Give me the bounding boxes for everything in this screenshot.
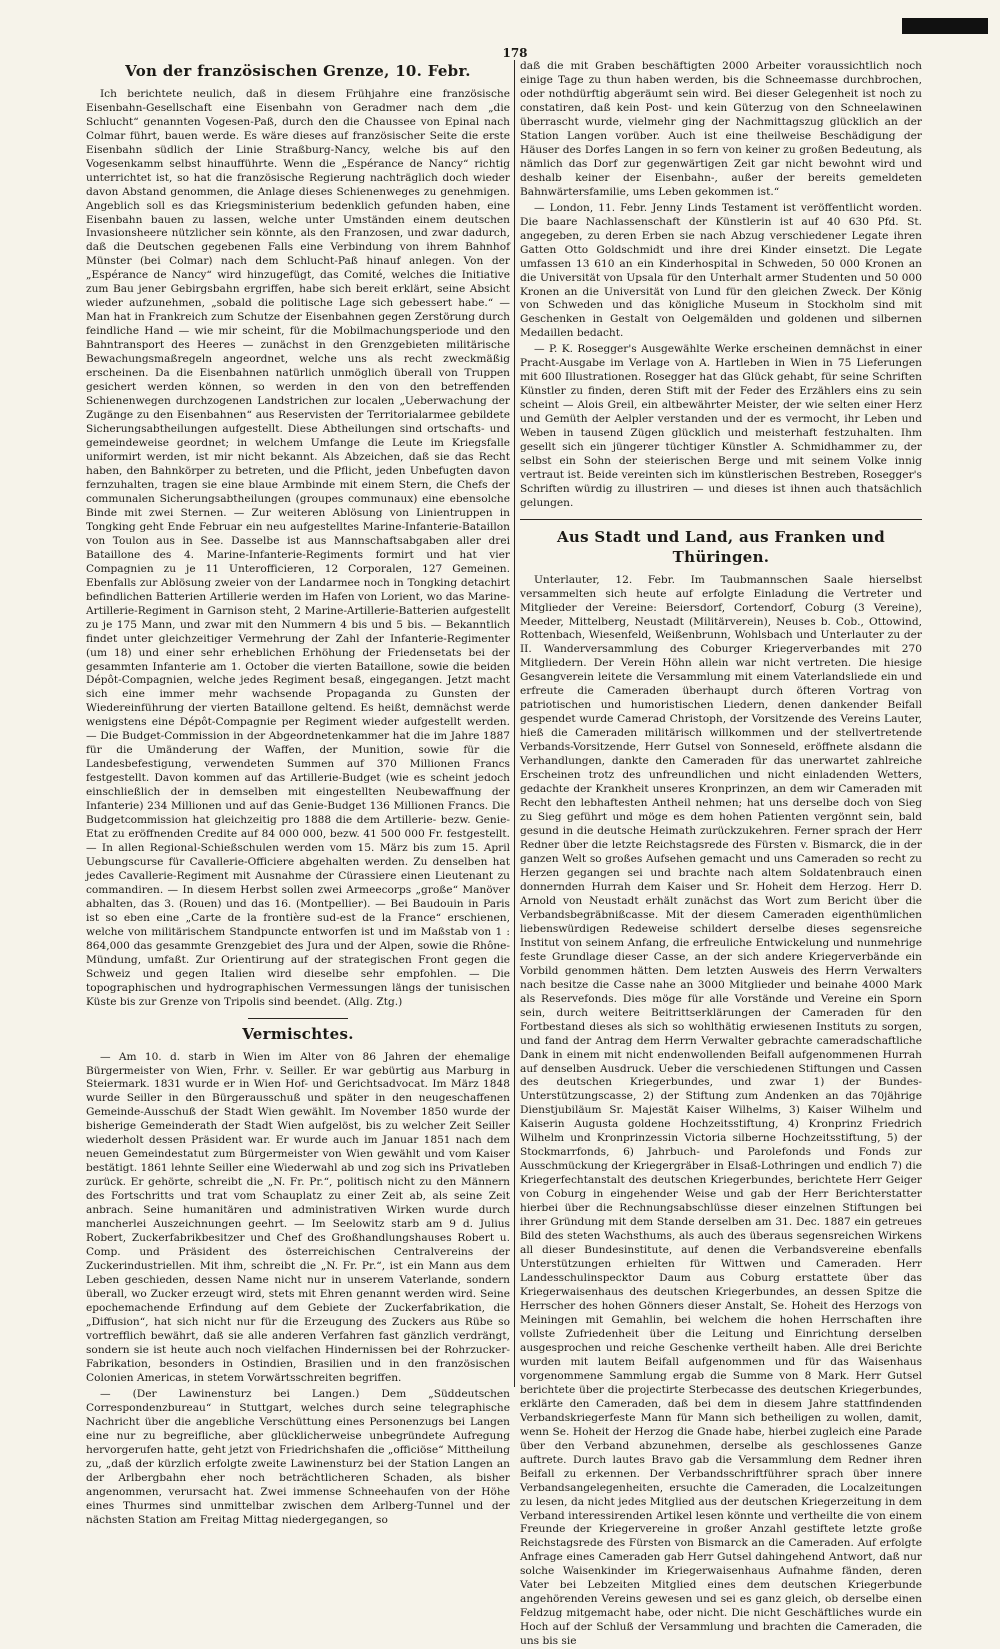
news-paragraph-london: — London, 11. Febr. Jenny Linds Testament ist veröffentlicht worden. Die baare Nachlassenschaft der Künstlerin ist auf 40 630 Pfd. St. angegeben, zu deren Erben sie nach Abzug verschiedener Legate ihren Gatten Otto Goldschmidt und ihre drei Kinder einsetzt. Die Legate umfassen 13 610 an ein Kinderhospital in Schweden, 50 000 Kronen an die Universität von Upsala für den Unterhalt armer Studenten und 50 000 Kronen an die Universität von Lund für den gleichen Zweck. Der König von Schweden und das königliche Museum in Stockholm sind mit Geschenken in Gestalt von Oelgemälden und goldenen und silbernen Medaillen bedacht. (520, 201, 922, 340)
local-paragraph: Unterlauter, 12. Febr. Im Taubmannschen Saale hierselbst versammelten sich heute auf erfolgte Einladung die Vertreter und Mitglieder der Vereine: Beiersdorf, Cortendorf, Coburg (3 Vereine), Meeder, Mittelberg, Neustadt (Militärverein), Neuses b. Cob., Ottowind, Rottenbach, Wiesenfeld, Weißenbrunn, Wohlsbach und Unterlauter zu der II. Wanderversammlung des Coburger Kriegerverbandes mit 270 Mitgliedern. Der Verein Höhn allein war nicht vertreten. Die hiesige Gesangverein leitete die Versammlung mit einem Vaterlandsliede ein und erfreute die Cameraden überhaupt durch öfteren Vortrag von patriotischen und humoristischen Liedern, denen dankender Beifall gespendet wurde Camerad Christoph, der Vorsitzende des Vereins Lauter, hieß die Cameraden militärisch willkommen und der stellvertretende Verbands-Vorsitzende, Herr Gutsel von Sonneseld, eröffnete alsdann die Verhandlungen, dankte den Cameraden für das unerwartet zahlreiche Erscheinen trotz des unfreundlichen und nicht einladenden Wetters, gedachte der Krankheit unseres Kronprinzen, an dem wir Cameraden mit Recht den lebhaftesten Antheil nehmen; hat uns derselbe doch von Sieg zu Sieg geführt und möge es dem hohen Patienten vergönnt sein, bald gesund in die deutsche Heimath zurückzukehren. Ferner sprach der Herr Redner über die letzte Reichstagsrede des Fürsten v. Bismarck, die in der ganzen Welt so großes Aufsehen gemacht und uns Cameraden so recht zu Herzen gegangen sei und brachte nach altem Soldatenbrauch einen donnernden Hurrah dem Kaiser und Sr. Hoheit dem Herzog. Herr D. Arnold von Neustadt erhält zunächst das Wort zum Bericht über die Verbandsbegräbnißcasse. Mit der diesem Cameraden eigenthümlichen liebenswürdigen Redeweise schildert derselbe dieses segensreiche Institut von seinem Anfang, die erfreuliche Entwickelung und nunmehrige feste Grundlage dieser Casse, an der sich andere Kriegerverbände ein Vorbild genommen hätten. Dem letzten Ausweis des Herrn Verwalters nach besitze die Casse nahe an 3000 Mitglieder und beinahe 4000 Mark als Reservefonds. Dies möge für alle Vorstände und Vereine ein Sporn sein, durch weitere Beitrittserklärungen der Cameraden für den Fortbestand dieses als sich so wohlthätig erwiesenen Instituts zu sorgen, und fand der Antrag dem Herrn Verwalter gebrachte cameradschaftliche Dank in einem mit nicht endenwollenden Beifall aufgenommenen Hurrah auf denselben Ausdruck. Ueber die verschiedenen Stiftungen und Cassen des deutschen Kriegerbundes, und zwar 1) der Bundes-Unterstützungscasse, 2) der Stiftung zum Andenken an das 70jährige Dienstjubiläum Sr. Majestät Kaiser Wilhelms, 3) Kaiser Wilhelm und Kaiserin Augusta goldene Hochzeitsstiftung, 4) Kronprinz Friedrich Wilhelm und Kronprinzessin Victoria silberne Hochzeitsstiftung, 5) der Stockmarrfonds, 6) Jahrbuch- und Parolefonds und Fonds zur Ausschmückung der Kriegergräber in Elsaß-Lothringen und endlich 7) die Kriegerfechtanstalt des deutschen Kriegerbundes, berichtete Herr Geiger von Coburg in eingehender Weise und gab der Herr Berichterstatter hierbei über die Rechnungsabschlüsse dieser einzelnen Stiftungen bei ihrer Gründung mit dem Stande derselben am 31. Dec. 1887 ein getreues Bild des steten Wachsthums, als auch des überaus segensreichen Wirkens all dieser Bundesinstitute, auf denen die Verbandsvereine ebenfalls Unterstützungen erhielten für Wittwen und Cameraden. Herr Landesschulinspecktor Daum aus Coburg erstattete über das Kriegerwaisenhaus des deutschen Kriegerbundes, an dessen Spitze die Herrscher des hohen Gönners dieser Anstalt, Se. Hoheit des Herzogs von Meiningen mit Gemahlin, bei welchem die hohen Herrschaften ihre vollste Zufriedenheit über die Leitung und Einrichtung derselben ausgesprochen und reiche Geschenke vertheilt haben. Alle drei Berichte wurden mit lautem Beifall aufgenommen und für das Waisenhaus vorgenommene Sammlung ergab die Summe von 8 Mark. Herr Gutsel berichtete über die projectirte Sterbecasse des deutschen Kriegerbundes, erklärte den Cameraden, daß bei dem in diesem Jahre stattfindenden Verbandskriegerfeste Mann für Mann sich betheiligen zu wollen, damit, wenn Se. Hoheit der Herzog die Gnade habe, hierbei zugleich eine Parade über den Verband abzunehmen, derselbe als geschlossenes Ganze auftrete. Durch lautes Bravo gab die Versammlung dem Redner ihren Beifall zu erkennen. Der Verbandsschriftführer sprach über innere Verbandsangelegenheiten, ersuchte die Cameraden, die Localzeitungen zu lesen, da nicht jedes Mitglied aus der deutschen Kriegerzeitung in dem Verband interessirenden Artikel lesen könnte und vertheilte die von einem Freunde der Kriegervereine in großer Anzahl gestiftete letzte große Reichstagsrede des Fürsten von Bismarck an die Cameraden. Auf erfolgte Anfrage eines Cameraden gab Herr Gutsel dahingehend Antwort, daß nur solche Waisenkinder im Kriegerwaisenhaus Aufnahme fänden, deren Vater bei Lebzeiten Mitglied eines dem deutschen Kriegerbunde angehörenden Vereins gewesen und sei es ganz gleich, ob derselbe einen Feldzug mitgemacht habe, oder nicht. Die nicht Geschäftliches wurde ein Hoch auf der Schluß der Versammlung und brachten die Cameraden, die uns bis sie (520, 573, 922, 1648)
right-column (520, 60, 922, 1648)
misc-paragraph: — (Der Lawinensturz bei Langen.) Dem „Süddeutschen Correspondenzbureau“ in Stuttgart, welches durch seine telegraphische Nachricht über die angebliche Verschüttung eines Personenzugs bei Langen eine nur zu begreifliche, aber glücklicherweise unbegründete Aufregung hervorgerufen hatte, geht jetzt von Friedrichshafen die „officiöse“ Mittheilung zu, „daß der kürzlich erfolgte zweite Lawinensturz bei der Station Langen an der Arlbergbahn eher noch beträchtlicheren Schaden, als bisher angenommen, verursacht hat. Zwei immense Schneehaufen von der Höhe eines Thurmes sind unmittelbar zwischen dem Arlberg-Tunnel und der nächsten Station am Freitag Mittag niedergegangen, so (86, 1387, 510, 1526)
left-column (86, 60, 510, 1526)
article-headline: Von der französischen Grenze, 10. Febr. (125, 62, 471, 80)
page-number: 178 (502, 46, 528, 60)
section-title-vermischtes: Vermischtes. (242, 1024, 354, 1043)
black-corner-mark (902, 18, 988, 34)
article-paragraph: Ich berichtete neulich, daß in diesem Frühjahre eine französische Eisenbahn-Gesellschaft eine Eisenbahn von Geradmer nach dem „die Schlucht“ genannten Vogesen-Paß, durch den die Chaussee von Epinal nach Colmar führt, bauen werde. Es wäre dieses auf französischer Seite die erste Eisenbahn südlich der Linie Straßburg-Nancy, welche bis auf den Vogesenkamm selbst hinaufführte. Wenn die „Espérance de Nancy“ richtig unterrichtet ist, so hat die französische Regierung nachträglich doch wieder davon Abstand genommen, die Anlage dieses Schienenweges zu genehmigen. Angeblich soll es das Kriegsministerium bedenklich gefunden haben, eine Eisenbahn bauen zu lassen, welche unter Umständen einem deutschen Invasionsheere nützlicher sein könnte, als den Franzosen, und zwar dadurch, daß die Deutschen gegebenen Falls eine Verbindung von ihrem Bahnhof Münster (bei Colmar) nach dem Schlucht-Paß hinauf anlegen. Von der „Espérance de Nancy“ wird hinzugefügt, das Comité, welches die Initiative zum Bau jener Gebirgsbahn ergriffen, habe sich bereit erklärt, seine Absicht wieder aufzunehmen, „sobald die politische Lage sich gebessert habe.“ — Man hat in Frankreich zum Schutze der Eisenbahnen gegen Zerstörung durch feindliche Hand — wie mir scheint, für die Mobilmachungsperiode und den Bahntransport des Heeres — zunächst in den Grenzgebieten militärische Bewachungsmaßregeln angeordnet, welche uns als recht zweckmäßig erscheinen. Da die Eisenbahnen natürlich unmöglich überall von Truppen gesichert werden können, so werden in den von den betreffenden Schienenwegen durchzogenen Landstrichen zur localen „Ueberwachung der Zugänge zu den Eisenbahnen“ aus Reservisten der Territorialarmee gebildete Sicherungsabtheilungen aufgestellt. Diese Abtheilungen sind ortschafts- und gemeindeweise geordnet; in welchem Umfange die Leute im Kriegsfalle uniformirt werden, ist mir nicht bekannt. Als Abzeichen, daß sie das Recht haben, den Bahnkörper zu betreten, und die Pflicht, jeden Unbefugten davon fernzuhalten, tragen sie eine blaue Armbinde mit einem Stern, die Chefs der communalen Sicherungsabtheilungen (groupes communaux) eine ebensolche Binde mit zwei Sternen. — Zur weiteren Ablösung von Linientruppen in Tongking geht Ende Februar ein neu aufgestelltes Marine-Infanterie-Bataillon von Toulon aus in See. Dasselbe ist aus Mannschaftsabgaben aller drei Bataillone des 4. Marine-Infanterie-Regiments formirt und hat vier Compagnien zu je 11 Unterofficieren, 12 Corporalen, 127 Gemeinen. Ebenfalls zur Ablösung zweier von der Landarmee noch in Tongking detachirt befindlichen Batterien Artillerie werden im Hafen von Lorient, wo das Marine-Artillerie-Regiment in Garnison steht, 2 Marine-Artillerie-Batterien aufgestellt zu je 175 Mann, und zwar mit den Nummern 4 bis und 5 bis. — Bekanntlich findet unter gleichzeitiger Vermehrung der Zahl der Infanterie-Regimenter (um 18) und einer sehr erheblichen Erhöhung der Friedensetats bei der gesammten Infanterie am 1. October die vierten Bataillone, sowie die beiden Dépôt-Compagnien, welche jedes Regiment besaß, eingegangen. Jetzt macht sich eine immer mehr wachsende Propaganda zu Gunsten der Wiedereinführung der vierten Bataillone geltend. Es heißt, demnächst werde wenigstens eine Dépôt-Compagnie per Regiment wieder aufgestellt werden. — Die Budget-Commission in der Abgeordnetenkammer hat die im Jahre 1887 für die Umänderung der Waffen, der Munition, sowie für die Landesbefestigung, verwendeten Summen auf 370 Millionen Francs festgestellt. Davon kommen auf das Artillerie-Budget (wie es scheint jedoch einschließlich der in demselben mit eingestellten Neubewaffnung der Infanterie) 234 Millionen und auf das Genie-Budget 136 Millionen Francs. Die Budgetcommission hat gleichzeitig pro 1888 die dem Artillerie- bezw. Genie-Etat zu eröffnenden Credite auf 84 000 000, bezw. 41 500 000 Fr. festgestellt. — In allen Regional-Schießschulen werden vom 15. März bis zum 15. April Uebungscurse für Cavallerie-Officiere abgehalten werden. Zu denselben hat jedes Cavallerie-Regiment mit Ausnahme der Cürassiere einen Lieutenant zu commandiren. — In diesem Herbst sollen zwei Armeecorps „große“ Manöver abhalten, das 3. (Rouen) und das 16. (Montpellier). — Bei Baudouin in Paris ist so eben eine „Carte de la frontière sud-est de la France“ erschienen, welche von militärischem Standpuncte entworfen ist und im Maßstab von 1 : 864,000 das gesammte Grenzgebiet des Jura und der Alpen, sowie die Rhône-Mündung, umfaßt. Zur Orientirung auf der strategischen Front gegen die Schweiz und gegen Italien wird dieselbe sehr empfohlen. — Die topographischen und hydrographischen Vermessungen längs der tunisischen Küste bis zur Grenze von Tripolis sind beendet. (Allg. Ztg.) (86, 87, 510, 1008)
section-title-local: Aus Stadt und Land, aus Franken und Thüringen. (556, 528, 886, 566)
column-divider (514, 60, 515, 1387)
continued-paragraph: daß die mit Graben beschäftigten 2000 Arbeiter voraussichtlich noch einige Tage zu thun haben werden, bis die Schneemasse durchbrochen, oder nothdürftig abgeräumt sein wird. Bei dieser Gelegenheit ist noch zu constatiren, daß kein Post- und kein Güterzug von den Schneelawinen überrascht wurde, vielmehr ging der Nachmittagszug glücklich an der Station Langen vorüber. Auch ist eine theilweise Beschädigung der Häuser des Dorfes Langen in so fern von keiner zu großen Bedeutung, als nämlich das Dorf zur gegenwärtigen Zeit gar nicht bewohnt wird und deshalb keiner der Eisenbahn-, außer der bereits gemeldeten Bahnwärtersfamilie, ums Leben gekommen ist.“ (520, 60, 922, 198)
news-paragraph-rosegger: — P. K. Rosegger's Ausgewählte Werke erscheinen demnächst in einer Pracht-Ausgabe im Verlage von A. Hartleben in Wien in 75 Lieferungen mit 600 Illustrationen. Rosegger hat das Glück gehabt, für seine Schriften Künstler zu finden, deren Stift mit der Feder des Erzählers eins zu sein scheint — Alois Greil, ein altbewährter Meister, der wie selten einer Herz und Gemüth der Aelpler verstanden und der es vermocht, ihr Leben und Weben in tausend Zügen glücklich und meisterhaft festzuhalten. Ihm gesellt sich ein jüngerer tüchtiger Künstler A. Schmidhammer zu, der selbst ein Sohn der steierischen Berge und mit seinem Volke innig vertraut ist. Beide vereinten sich im künstlerischen Bestreben, Rosegger's Schriften würdig zu illustriren — und dieses ist ihnen auch thatsächlich gelungen. (520, 343, 922, 510)
misc-paragraph: — Am 10. d. starb in Wien im Alter von 86 Jahren der ehemalige Bürgermeister von Wien, Frhr. v. Seiller. Er war gebürtig aus Marburg in Steiermark. 1831 wurde er in Wien Hof- und Gerichtsadvocat. Im März 1848 wurde Seiller in den Bürgerausschuß und später in den neugeschaffenen Gemeinde-Ausschuß der Stadt Wien gewählt. Im November 1850 wurde der bisherige Gemeinderath der Stadt Wien aufgelöst, bis zu welcher Zeit Seiller wiederholt dessen Präsident war. Er wurde auch im Januar 1851 nach dem neuen Gemeindestatut zum Bürgermeister von Wien gewählt und vom Kaiser bestätigt. 1861 lehnte Seiller eine Wiederwahl ab und zog sich ins Privatleben zurück. Er gehörte, schreibt die „N. Fr. Pr.“, politisch nicht zu den Männern des Fortschritts und trat vom Schauplatz zu einer Zeit ab, als seine Zeit anbrach. Seine humanitären und administrativen Wirken wurde durch mancherlei Auszeichnungen geehrt. — Im Seelowitz starb am 9 d. Julius Robert, Zuckerfabrikbesitzer und Chef des Großhandlungshauses Robert u. Comp. und Präsident des österreichischen Centralvereins der Zuckerindustriellen. Mit ihm, schreibt die „N. Fr. Pr.“, ist ein Mann aus dem Leben geschieden, dessen Name nicht nur in unserem Vaterlande, sondern überall, wo Zucker erzeugt wird, stets mit Ehren genannt werden wird. Seine epochemachende Erfindung auf dem Gebiete der Zuckerfabrikation, die „Diffusion“, hat sich nicht nur für die Erzeugung des Zuckers aus Rübe so vortrefflich bewährt, daß sie alle anderen Verfahren fast gänzlich verdrängt, sondern sie ist heute auch noch vielfachen Hindernissen bei der Rohrzucker-Fabrikation, besonders in Ostindien, Brasilien und in den französischen Colonien Americas, in stetem Vorwärtsschreiten begriffen. (86, 1050, 510, 1384)
section-divider (248, 1018, 348, 1019)
section-divider (520, 519, 922, 520)
